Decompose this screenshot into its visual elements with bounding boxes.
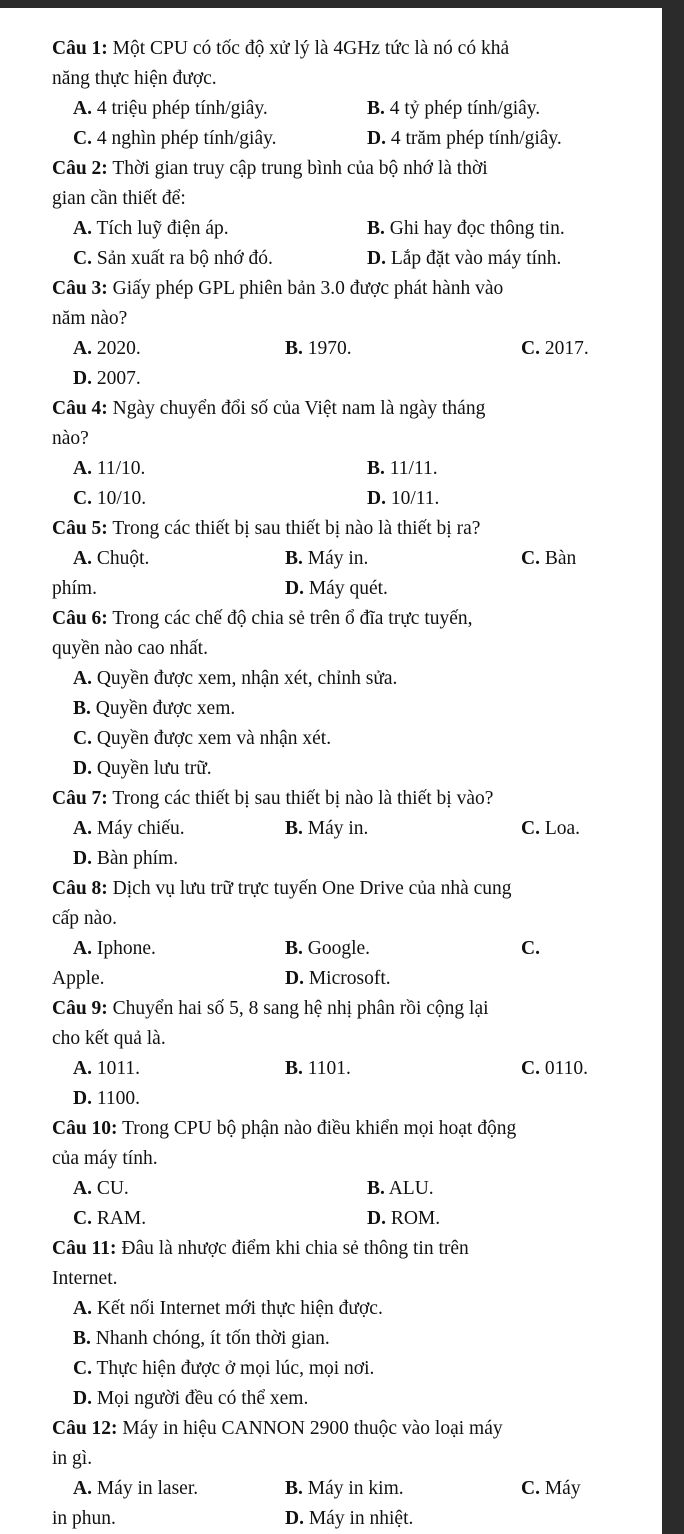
question-11-line-2 — [52, 1268, 118, 1290]
answer-option: B. Máy in. — [285, 548, 369, 569]
question-number: Câu 12: — [52, 1418, 118, 1439]
question-number: Câu 7: — [52, 788, 108, 809]
answer-option: A. Quyền được xem, nhận xét, chỉnh sửa. — [73, 668, 398, 689]
question-2-line-1 — [52, 158, 488, 180]
answer-option: D. ROM. — [367, 1208, 441, 1229]
question-number: Câu 2: — [52, 158, 108, 179]
question-text: Trong CPU bộ phận nào điều khiển mọi hoạt động — [122, 1118, 517, 1139]
question-12-line-1 — [52, 1418, 503, 1440]
answer-option: C. Sản xuất ra bộ nhớ đó. — [73, 248, 273, 269]
answer-option: B. Ghi hay đọc thông tin. — [367, 218, 565, 239]
question-number: Câu 11: — [52, 1238, 117, 1259]
question-text: Máy in hiệu CANNON 2900 thuộc vào loại máy — [122, 1418, 503, 1439]
question-number: Câu 10: — [52, 1118, 118, 1139]
question-3-line-2 — [52, 308, 127, 330]
answer-option-continuation: phím. — [52, 578, 97, 599]
question-text: cấp nào. — [52, 908, 117, 929]
answer-option: D. Bàn phím. — [73, 848, 179, 869]
question-text: nào? — [52, 428, 89, 449]
question-text: Trong các thiết bị sau thiết bị nào là thiết bị vào? — [112, 788, 494, 809]
answer-option: B. 1101. — [285, 1058, 351, 1079]
answer-option: A. 2020. — [73, 338, 141, 359]
answer-option: C. RAM. — [73, 1208, 147, 1229]
answer-option: C. 2017. — [521, 338, 589, 359]
question-1-line-1 — [52, 38, 509, 60]
document-page — [0, 8, 662, 1534]
question-text: Internet. — [52, 1268, 118, 1289]
question-number: Câu 3: — [52, 278, 108, 299]
question-text: gian cần thiết để: — [52, 188, 186, 209]
question-text: in gì. — [52, 1448, 93, 1469]
question-7-line-1 — [52, 788, 493, 810]
question-text: năng thực hiện được. — [52, 68, 217, 89]
answer-option: C. 10/10. — [73, 488, 147, 509]
question-8-line-2 — [52, 908, 117, 930]
question-5-line-1 — [52, 518, 480, 540]
question-text: Đâu là nhược điểm khi chia sẻ thông tin trên — [121, 1238, 469, 1259]
answer-option: D. 4 trăm phép tính/giây. — [367, 128, 562, 149]
answer-option: C. Thực hiện được ở mọi lúc, mọi nơi. — [73, 1358, 375, 1379]
question-1-line-2 — [52, 68, 217, 90]
answer-option: D. Lắp đặt vào máy tính. — [367, 248, 562, 269]
question-text: Chuyển hai số 5, 8 sang hệ nhị phân rồi cộng lại — [112, 998, 489, 1019]
answer-option: D. Microsoft. — [285, 968, 391, 989]
question-6-line-1 — [52, 608, 473, 630]
answer-option: C. Máy — [521, 1478, 581, 1499]
question-text: Giấy phép GPL phiên bản 3.0 được phát hành vào — [112, 278, 504, 299]
answer-option: A. Kết nối Internet mới thực hiện được. — [73, 1298, 383, 1319]
answer-option: D. Mọi người đều có thể xem. — [73, 1388, 309, 1409]
question-12-line-2 — [52, 1448, 92, 1470]
answer-option: C. Quyền được xem và nhận xét. — [73, 728, 332, 749]
answer-option: A. Máy in laser. — [73, 1478, 199, 1499]
question-11-line-1 — [52, 1238, 469, 1260]
question-9-line-1 — [52, 998, 489, 1020]
answer-option: D. Máy quét. — [285, 578, 388, 599]
answer-option: D. 10/11. — [367, 488, 440, 509]
question-text: Trong các chế độ chia sẻ trên ổ đĩa trực tuyến, — [112, 608, 473, 629]
answer-option: C. Loa. — [521, 818, 581, 839]
question-9-line-2 — [52, 1028, 166, 1050]
answer-option: A. Chuột. — [73, 548, 150, 569]
question-4-line-2 — [52, 428, 89, 450]
question-6-line-2 — [52, 638, 208, 660]
question-text: Thời gian truy cập trung bình của bộ nhớ là thời — [112, 158, 488, 179]
question-10-line-1 — [52, 1118, 516, 1140]
question-text: năm nào? — [52, 308, 128, 329]
answer-option: C. — [521, 938, 540, 959]
question-number: Câu 1: — [52, 38, 108, 59]
question-10-line-2 — [52, 1148, 158, 1170]
answer-option: B. ALU. — [367, 1178, 434, 1199]
question-text: cho kết quả là. — [52, 1028, 166, 1049]
answer-option: C. Bàn — [521, 548, 577, 569]
question-text: Trong các thiết bị sau thiết bị nào là thiết bị ra? — [112, 518, 481, 539]
answer-option-continuation: in phun. — [52, 1508, 116, 1529]
answer-option: B. Google. — [285, 938, 371, 959]
answer-option: B. 1970. — [285, 338, 352, 359]
answer-option: A. Máy chiếu. — [73, 818, 185, 839]
answer-option: D. 2007. — [73, 368, 141, 389]
question-number: Câu 5: — [52, 518, 108, 539]
answer-option: C. 0110. — [521, 1058, 588, 1079]
answer-option-continuation: Apple. — [52, 968, 105, 989]
answer-option: A. 4 triệu phép tính/giây. — [73, 98, 268, 119]
answer-option: A. Iphone. — [73, 938, 156, 959]
question-text: quyền nào cao nhất. — [52, 638, 208, 659]
answer-option: A. CU. — [73, 1178, 129, 1199]
answer-option: B. Máy in kim. — [285, 1478, 404, 1499]
answer-option: D. Quyền lưu trữ. — [73, 758, 212, 779]
answer-option: A. Tích luỹ điện áp. — [73, 218, 229, 239]
question-4-line-1 — [52, 398, 485, 420]
answer-option: D. Máy in nhiệt. — [285, 1508, 414, 1529]
answer-option: D. 1100. — [73, 1088, 140, 1109]
question-2-line-2 — [52, 188, 186, 210]
question-number: Câu 8: — [52, 878, 108, 899]
answer-option: A. 11/10. — [73, 458, 146, 479]
answer-option: B. 4 tỷ phép tính/giây. — [367, 98, 541, 119]
answer-option: C. 4 nghìn phép tính/giây. — [73, 128, 277, 149]
question-number: Câu 9: — [52, 998, 108, 1019]
answer-option: B. 11/11. — [367, 458, 438, 479]
question-number: Câu 6: — [52, 608, 108, 629]
question-text: Một CPU có tốc độ xử lý là 4GHz tức là nó có khả — [112, 38, 510, 59]
question-text: Ngày chuyển đổi số của Việt nam là ngày tháng — [112, 398, 486, 419]
answer-option: B. Quyền được xem. — [73, 698, 236, 719]
question-number: Câu 4: — [52, 398, 108, 419]
question-text: Dịch vụ lưu trữ trực tuyến One Drive của nhà cung — [112, 878, 512, 899]
answer-option: A. 1011. — [73, 1058, 140, 1079]
question-8-line-1 — [52, 878, 512, 900]
answer-option: B. Nhanh chóng, ít tốn thời gian. — [73, 1328, 330, 1349]
question-text: của máy tính. — [52, 1148, 158, 1169]
answer-option: B. Máy in. — [285, 818, 369, 839]
question-3-line-1 — [52, 278, 503, 300]
